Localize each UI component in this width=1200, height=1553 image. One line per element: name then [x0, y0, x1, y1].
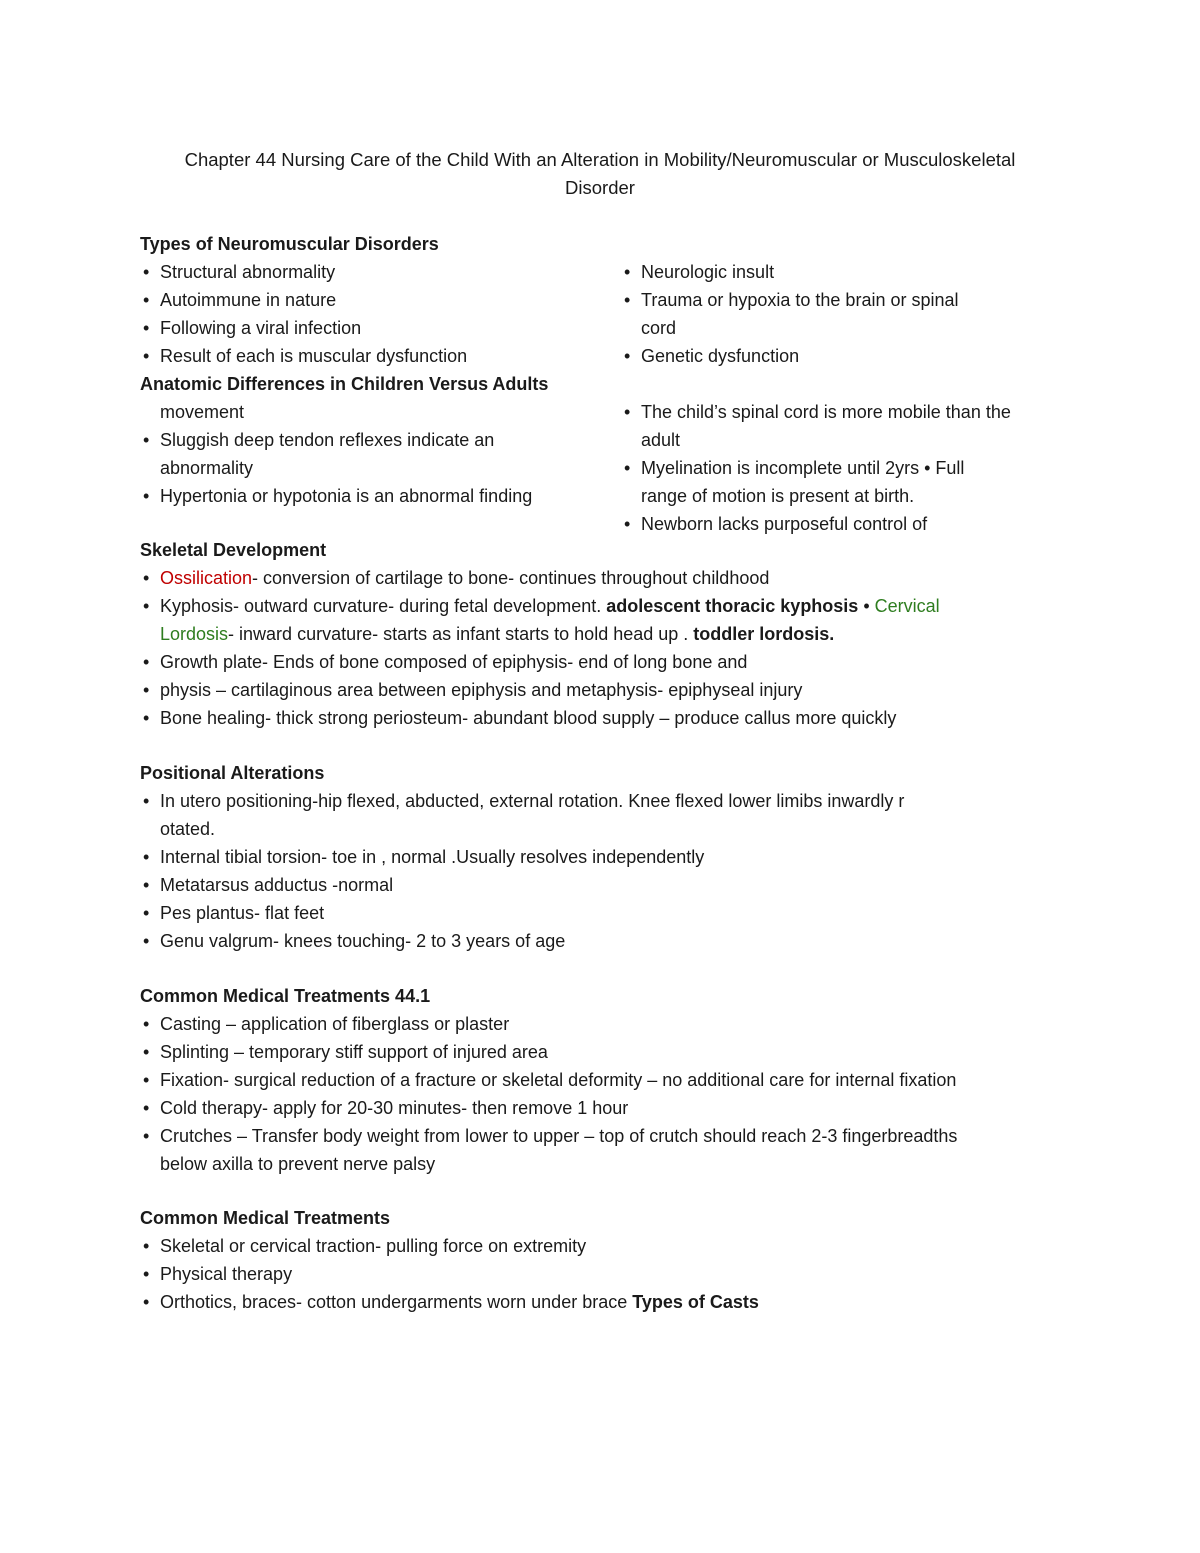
skeletal-list — [140, 564, 1060, 732]
neuromuscular-left-list — [140, 258, 610, 370]
list-item — [140, 1288, 1060, 1316]
list-item-continuation: movement — [160, 402, 245, 422]
anatomic-left-list — [140, 398, 610, 510]
list-item-continuation — [140, 620, 1060, 648]
page-title — [130, 146, 1070, 202]
anatomic-right-list — [621, 398, 1061, 538]
list-item — [140, 564, 1060, 592]
list-item: • Newborn lacks purposeful control of — [621, 510, 1061, 538]
list-item: • Neurologic insult — [621, 258, 1061, 286]
list-item: • The child’s spinal cord is more mobile than the — [621, 398, 1061, 426]
kyphosis-bold: adolescent thoracic kyphosis — [606, 596, 859, 616]
list-item: • Internal tibial torsion- toe in , normal .Usually resolves independently — [140, 843, 1060, 871]
title-line-2: Disorder — [565, 177, 635, 198]
list-item: • Pes plantus- flat feet — [140, 899, 1060, 927]
types-of-casts-bold: Types of Casts — [632, 1292, 759, 1312]
treatments-list-1 — [140, 1010, 1080, 1178]
list-item — [140, 592, 1060, 620]
list-item: • Result of each is muscular dysfunction — [140, 342, 610, 370]
list-item: • Genetic dysfunction — [621, 342, 1061, 370]
list-item: • Metatarsus adductus -normal — [140, 871, 1060, 899]
positional-heading: Positional Alterations — [140, 763, 325, 783]
orthotics-text: Orthotics, braces- cotton undergarments worn under brace — [160, 1292, 633, 1312]
list-item: • Genu valgrum- knees touching- 2 to 3 years of age — [140, 927, 1060, 955]
list-item: • Skeletal or cervical traction- pulling force on extremity — [140, 1232, 1060, 1260]
list-item: • Fixation- surgical reduction of a fracture or skeletal deformity – no additional care for internal fixation — [140, 1066, 1080, 1094]
list-item: • Following a viral infection — [140, 314, 610, 342]
list-item: • Cold therapy- apply for 20-30 minutes- then remove 1 hour — [140, 1094, 1080, 1122]
neuromuscular-heading: Types of Neuromuscular Disorders — [140, 234, 439, 254]
list-item: • In utero positioning-hip flexed, abducted, external rotation. Knee flexed lower limibs inwardly r — [140, 787, 1060, 815]
list-item-continuation: adult — [641, 430, 681, 450]
list-item-continuation: otated. — [160, 819, 216, 839]
kyphosis-text: Kyphosis- outward curvature- during fetal development. — [160, 596, 607, 616]
treatments-list-2 — [140, 1232, 1060, 1316]
anatomic-heading: Anatomic Differences in Children Versus Adults — [140, 374, 549, 394]
list-item-continuation: abnormality — [160, 458, 254, 478]
list-item: • Casting – application of fiberglass or plaster — [140, 1010, 1080, 1038]
list-item: • Crutches – Transfer body weight from lower to upper – top of crutch should reach 2-3 fingerbreadths — [140, 1122, 1080, 1150]
list-item: • Structural abnormality — [140, 258, 610, 286]
list-item: • physis – cartilaginous area between epiphysis and metaphysis- epiphyseal injury — [140, 676, 1060, 704]
list-item: • Sluggish deep tendon reflexes indicate an — [140, 426, 610, 454]
lordosis-text: - inward curvature- starts as infant starts to hold head up . — [228, 624, 694, 644]
neuromuscular-right-list — [621, 258, 1061, 370]
list-item-continuation: cord — [641, 318, 677, 338]
list-item: • Myelination is incomplete until 2yrs • Full — [621, 454, 1061, 482]
list-item-continuation: below axilla to prevent nerve palsy — [160, 1154, 436, 1174]
list-item-continuation: range of motion is present at birth. — [641, 486, 915, 506]
lordosis-bold: toddler lordosis. — [693, 624, 835, 644]
title-line-1: Chapter 44 Nursing Care of the Child With an Alteration in Mobility/Neuromuscular or Musculoskeletal — [184, 149, 1016, 170]
list-item: • Physical therapy — [140, 1260, 1060, 1288]
ossification-term: Ossilication — [160, 568, 253, 588]
lordosis-term: Lordosis — [160, 624, 229, 644]
list-item: • Splinting – temporary stiff support of injured area — [140, 1038, 1080, 1066]
cervical-term: Cervical — [874, 596, 940, 616]
treatments-heading-1: Common Medical Treatments 44.1 — [140, 986, 431, 1006]
inline-bullet: • — [858, 596, 875, 616]
list-item: • Hypertonia or hypotonia is an abnormal finding — [140, 482, 610, 510]
positional-list — [140, 787, 1060, 955]
list-item: • Bone healing- thick strong periosteum- abundant blood supply – produce callus more quickly — [140, 704, 1060, 732]
ossification-text: - conversion of cartilage to bone- continues throughout childhood — [252, 568, 770, 588]
treatments-heading-2: Common Medical Treatments — [140, 1208, 391, 1228]
list-item: • Trauma or hypoxia to the brain or spinal — [621, 286, 1061, 314]
list-item: • Autoimmune in nature — [140, 286, 610, 314]
list-item: • Growth plate- Ends of bone composed of epiphysis- end of long bone and — [140, 648, 1060, 676]
skeletal-heading: Skeletal Development — [140, 540, 327, 560]
